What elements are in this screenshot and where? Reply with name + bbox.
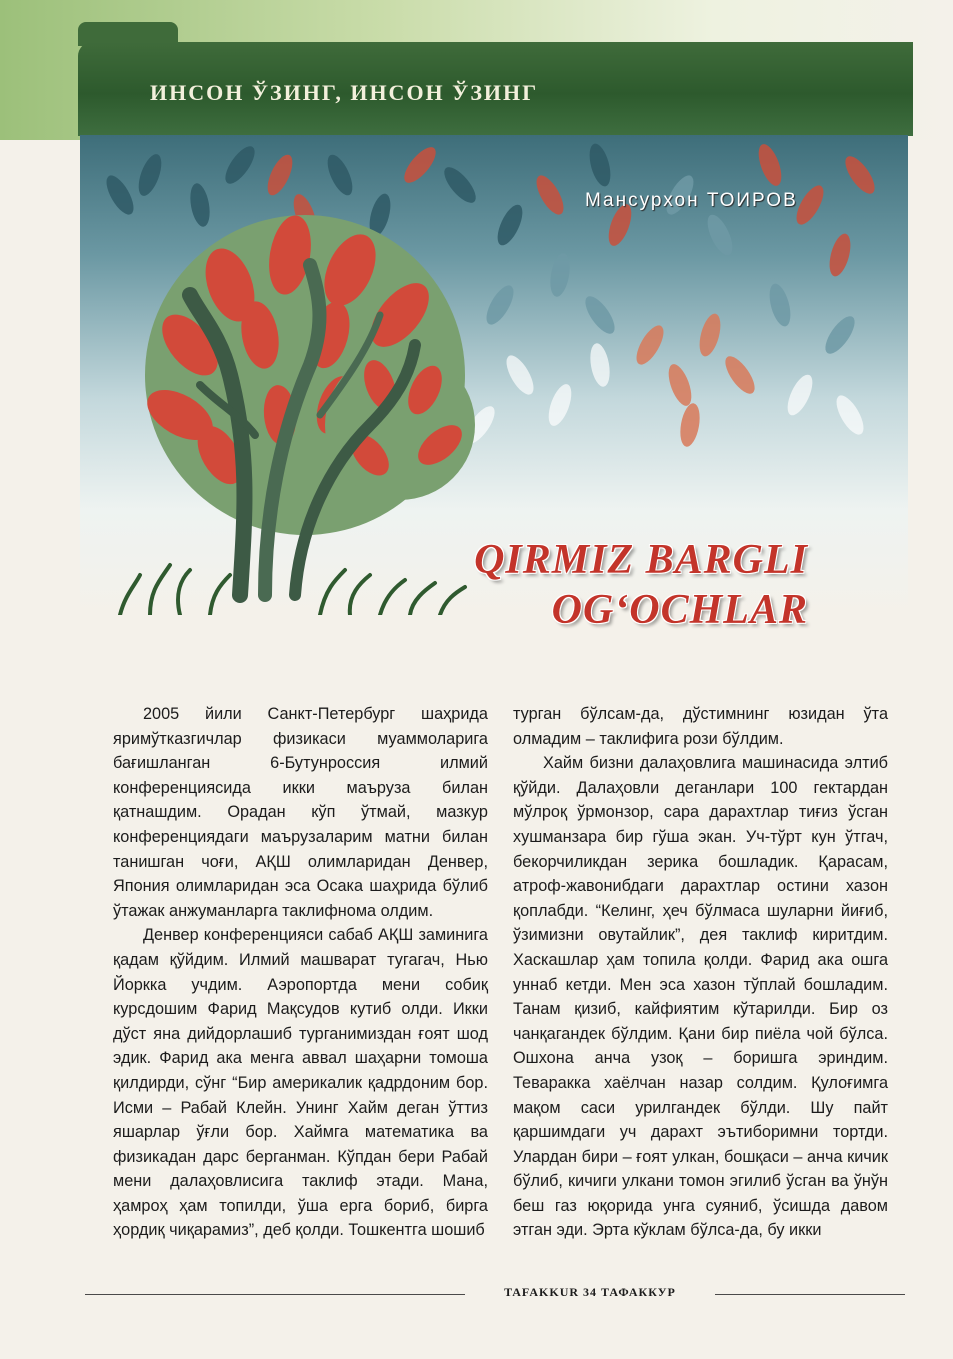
headline-line-1: QIRMIZ BARGLI bbox=[474, 537, 808, 583]
paragraph: турган бўлсам-да, дўстимнинг юзидан ўта олмадим – таклифига рози бўлдим. bbox=[513, 705, 888, 748]
footer-rule-right bbox=[715, 1294, 905, 1295]
paragraph: Хайм бизни далаҳовлига машинасида элтиб қўйди. Далаҳовли деганлари 100 гектардан мўлроқ ўрмонзор, сара дарахтлар тиғиз ўсган хушманзара бир гўша экан. Уч-тўрт кун ўтгач, бекорчиликдан зерика бошладик. Қарасам, атроф-жавонибдаги дарахтлар остини хазон қоплабди. “Келинг, ҳеч бўлмаса шуларни йиғиб, ўзимизни овутайлик”, дея таклиф киритдим. Хаскашлар ҳам топила қолди. Фарид ака ошга уннаб кетди. Мен эса хазон тўплай бошладим. Танам қизиб, кайфиятим кўтарилди. Бир оз чанқагандек бўлдим. Қани бир пиёла чой бўлса. Ошхона анча узоқ – боришга эриндим. Теваракка хаёлчан назар солдим. Қулоғимга мақом саси урилгандек бўлди. Шу пайт қаршимдаги уч дарахт эътиборимни тортди. Улардан бири – ғоят улкан, бошқаси – анча кичик бўлиб, кичиги улкани томон эгилиб ўсган ва ўнўн беш газ юқорида унга суяниб, ўсишда давом этган эди. Эрта кўклам бўлса-да, бу икки bbox=[513, 754, 888, 1240]
text-column-right bbox=[513, 702, 888, 1243]
footer-label: TAFAKKUR 34 ТАФАККУР bbox=[504, 1285, 676, 1299]
paragraph: 2005 йили Санкт-Петербург шаҳрида яримўтказгичлар физикаси муаммоларига бағишланган 6-Бутунроссия илмий конференциясида икки маъруза билан қатнашдим. Орадан кўп ўтмай, мазкур конференциядаги маърузаларим матни билан танишган чоғи, АҚШ олимларидан Денвер, Япония олимларидан эса Осака шаҳрида бўлиб ўтажак анжуманларга таклифнома олдим. bbox=[113, 705, 488, 920]
page-footer bbox=[85, 1285, 905, 1303]
paragraph: Денвер конференцияси сабаб АҚШ заминига қадам қўйдим. Илмий машварат тугагач, Нью Йоркка учдим. Аэропортда мени собиқ курсдошим Фарид Мақсудов кутиб олди. Икки дўст яна дийдорлашиб турганимиздан ғоят шод эдик. Фарид ака менга аввал шаҳарни томоша қилдирди, сўнг “Бир америкалик қадрдоним бор. Исми – Рабай Клейн. Унинг Хайм деган ўттиз яшарлар ўғли бор. Хаймга математика ва физикадан дарс берганман. Кўпдан бери Рабай мени далаҳовлисига таклиф этади. Мана, ҳамроҳ ҳам топилди, ўша ерга бориб, бирга ҳордиқ чиқарамиз”, деб қолди. Тошкентга шошиб bbox=[113, 926, 488, 1240]
text-column-left bbox=[113, 702, 488, 1243]
section-title: ИНСОН ЎЗИНГ, ИНСОН ЎЗИНГ bbox=[150, 80, 539, 105]
headline-line-2: OG‘OCHLAR bbox=[551, 587, 808, 633]
article-headline bbox=[474, 535, 808, 635]
author-name: Мансурхон ТОИРОВ bbox=[585, 190, 798, 211]
footer-rule-left bbox=[85, 1294, 465, 1295]
